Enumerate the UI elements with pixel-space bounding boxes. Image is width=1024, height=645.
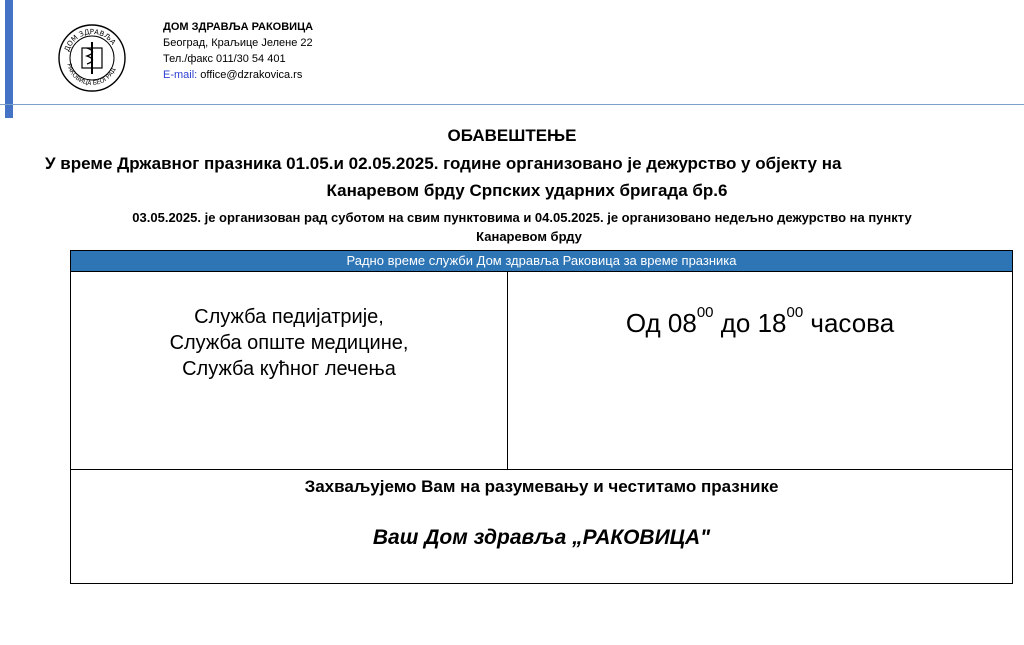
header-divider — [0, 104, 1024, 105]
notice-line-3: 03.05.2025. је организован рад суботом на свим пунктовима и 04.05.2025. је организовано недељно дежурство на пункту — [132, 210, 912, 225]
hours-text: Од $08^{00}$ до $18^{00}$ часова — [625, 304, 895, 338]
organization-address: Београд, Краљице Јелене 22 — [163, 37, 313, 49]
health-center-logo — [58, 22, 126, 94]
signature: Ваш Дом здравља „РАКОВИЦА" — [372, 526, 711, 549]
service-general-medicine: Служба опште медицине, — [169, 332, 409, 354]
left-accent-bar — [5, 0, 13, 118]
hours-cell — [508, 272, 1013, 470]
organization-name: ДОМ ЗДРАВЉА РАКОВИЦА — [163, 21, 314, 33]
logo-text-top: ДОМ ЗДРАВЉА — [63, 27, 118, 53]
service-pediatrics: Служба педијатрије, — [194, 306, 384, 328]
working-hours-table — [70, 250, 1013, 584]
logo-text-bottom: РАКОВИЦА БЕОГРАД — [65, 62, 118, 88]
email-label: E-mail: — [163, 69, 198, 81]
organization-email — [163, 67, 313, 83]
notice-line-1: У време Државног празника 01.05.и 02.05.2025. године организовано је дежурство у објекту на — [45, 154, 842, 173]
organization-info — [163, 19, 313, 83]
services-cell — [71, 272, 508, 470]
thanks-message: Захваљујемо Вам на разумевању и честитамо празнике — [304, 477, 779, 496]
notice-line-2: Канаревом брду Српских ударних бригада бр.6 — [326, 181, 728, 200]
table-header: Радно време служби Дом здравља Раковица за време празника — [71, 251, 1013, 272]
notice-title: ОБАВЕШТЕЊЕ — [447, 126, 577, 145]
email-address[interactable]: office@dzrakovica.rs — [197, 69, 303, 81]
notice-line-4: Канаревом брду — [476, 229, 582, 244]
service-home-care: Служба кућног лечења — [182, 358, 396, 380]
thanks-cell — [71, 470, 1013, 584]
organization-phone: Тел./факс 011/30 54 401 — [163, 53, 286, 65]
